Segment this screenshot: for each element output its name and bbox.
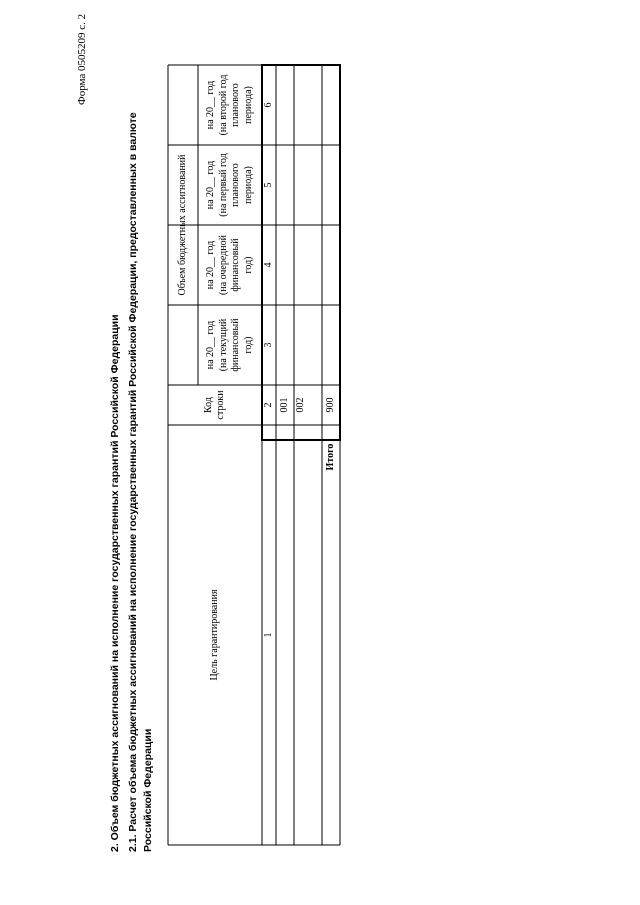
header-col5: на 20__ год (на первый год планового периода): [205, 153, 254, 217]
header-col3: на 20__ год (на текущий финансовый год): [205, 318, 254, 372]
form-label: Форма 0505209 с. 2: [76, 13, 88, 105]
total-label: Итого: [324, 443, 336, 471]
subsection-title-line1: 2.1. Расчет объема бюджетных ассигнований на исполнение государственных гарантий Российской Федерации, предоставленных в валюте: [127, 112, 139, 852]
header-purpose: Цель гарантирования: [208, 589, 220, 681]
column-number-5: 5: [262, 182, 274, 188]
table-row-code: 001: [278, 397, 290, 413]
column-number-2: 2: [262, 402, 274, 408]
column-number-1: 1: [262, 632, 274, 638]
total-code: 900: [324, 397, 336, 413]
column-number-3: 3: [262, 342, 274, 348]
column-number-4: 4: [262, 262, 274, 268]
header-budget-volume: Объем бюджетных ассигнований: [176, 154, 188, 296]
header-row-code: Код строки: [202, 390, 226, 420]
column-number-6: 6: [262, 102, 274, 108]
header-col6: на 20__ год (на второй год планового периода): [205, 74, 254, 136]
table-row-code: 002: [295, 397, 306, 413]
section-title: 2. Объем бюджетных ассигнований на исполнение государственных гарантий Российской Федерации: [109, 314, 121, 852]
subsection-title-line2: Российской Федерации: [142, 728, 154, 852]
header-col4: на 20__ год (на очередной финансовый год): [205, 235, 254, 295]
